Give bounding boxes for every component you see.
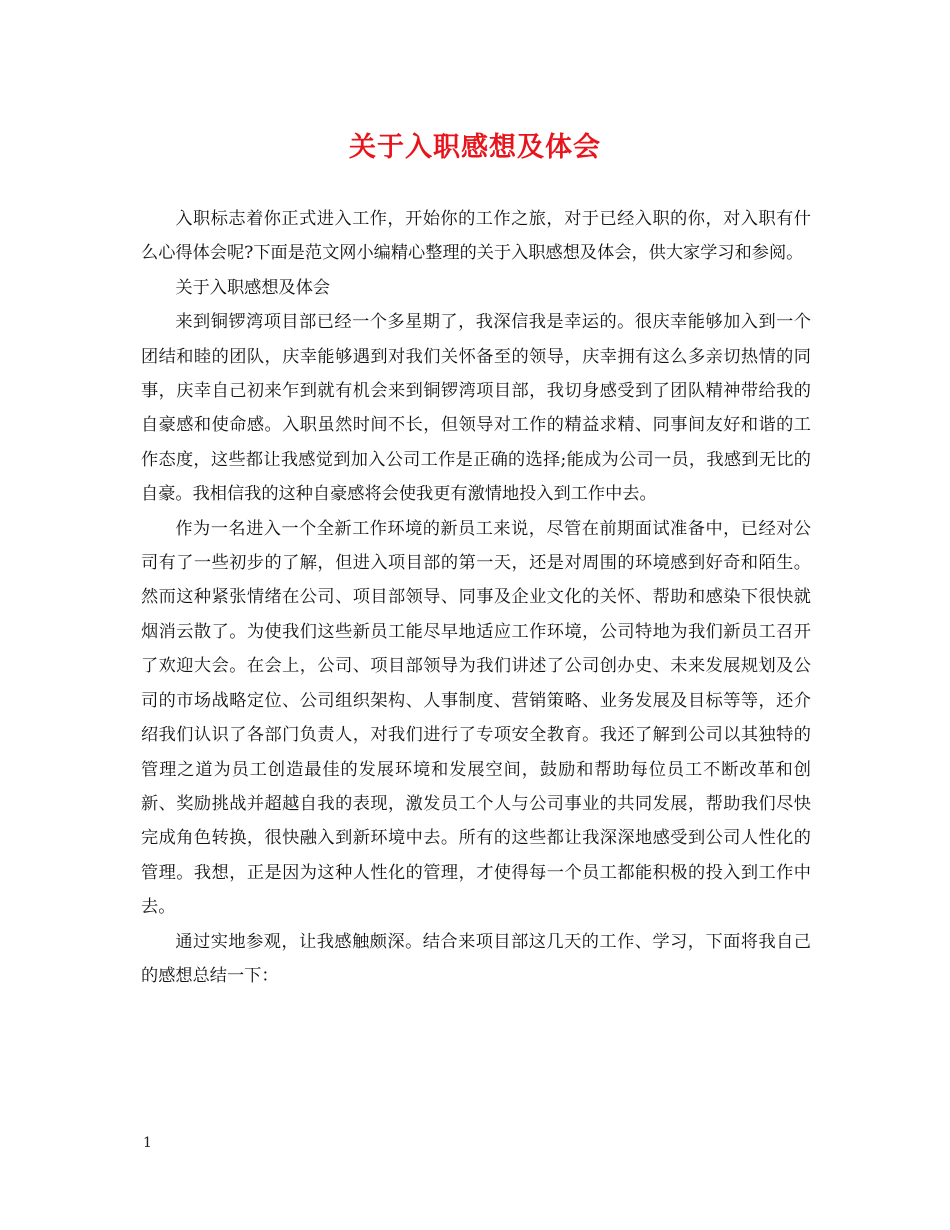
section-heading: 关于入职感想及体会 — [175, 277, 331, 298]
body-paragraph-2: 作为一名进入一个全新工作环境的新员工来说，尽管在前期面试准备中，已经对公司有了一些初步的了解，但进入项目部的第一天，还是对周围的环境感到好奇和陌生。然而这种紧张情绪在公司、项目部领导、同事及企业文化的关怀、帮助和感染下很快就烟消云散了。为使我们这些新员工能尽早地适应工作环境，公司特地为我们新员工召开了欢迎大会。在会上，公司、项目部领导为我们讲述了公司创办史、未来发展规划及公司的市场战略定位、公司组织架构、人事制度、营销策略、业务发展及目标等等，还介绍我们认识了各部门负责人，对我们进行了专项安全教育。我还了解到公司以其独特的管理之道为员工创造最佳的发展环境和发展空间，鼓励和帮助每位员工不断改革和创新、奖励挑战并超越自我的表现，激发员工个人与公司事业的共同发展，帮助我们尽快完成角色转换，很快融入到新环境中去。所有的这些都让我深深地感受到公司人性化的管理。我想，正是因为这种人性化的管理，才使得每一个员工都能积极的投入到工作中去。 — [141, 518, 811, 918]
body-paragraph-3: 通过实地参观，让我感触颇深。结合来项目部这几天的工作、学习，下面将我自己的感想总结一下： — [141, 931, 811, 986]
intro-paragraph: 入职标志着你正式进入工作，开始你的工作之旅，对于已经入职的你，对入职有什么心得体会呢?下面是范文网小编精心整理的关于入职感想及体会，供大家学习和参阅。 — [141, 209, 811, 264]
body-paragraph-1: 来到铜锣湾项目部已经一个多星期了，我深信我是幸运的。很庆幸能够加入到一个团结和睦的团队，庆幸能够遇到对我们关怀备至的领导，庆幸拥有这么多亲切热情的同事，庆幸自己初来乍到就有机会来到铜锣湾项目部，我切身感受到了团队精神带给我的自豪感和使命感。入职虽然时间不长，但领导对工作的精益求精、同事间友好和谐的工作态度，这些都让我感觉到加入公司工作是正确的选择;能成为公司一员，我感到无比的自豪。我相信我的这种自豪感将会使我更有激情地投入到工作中去。 — [141, 312, 811, 505]
document-body — [141, 202, 811, 993]
document-title: 关于入职感想及体会 — [349, 132, 601, 163]
page-number: 1 — [143, 1135, 152, 1151]
